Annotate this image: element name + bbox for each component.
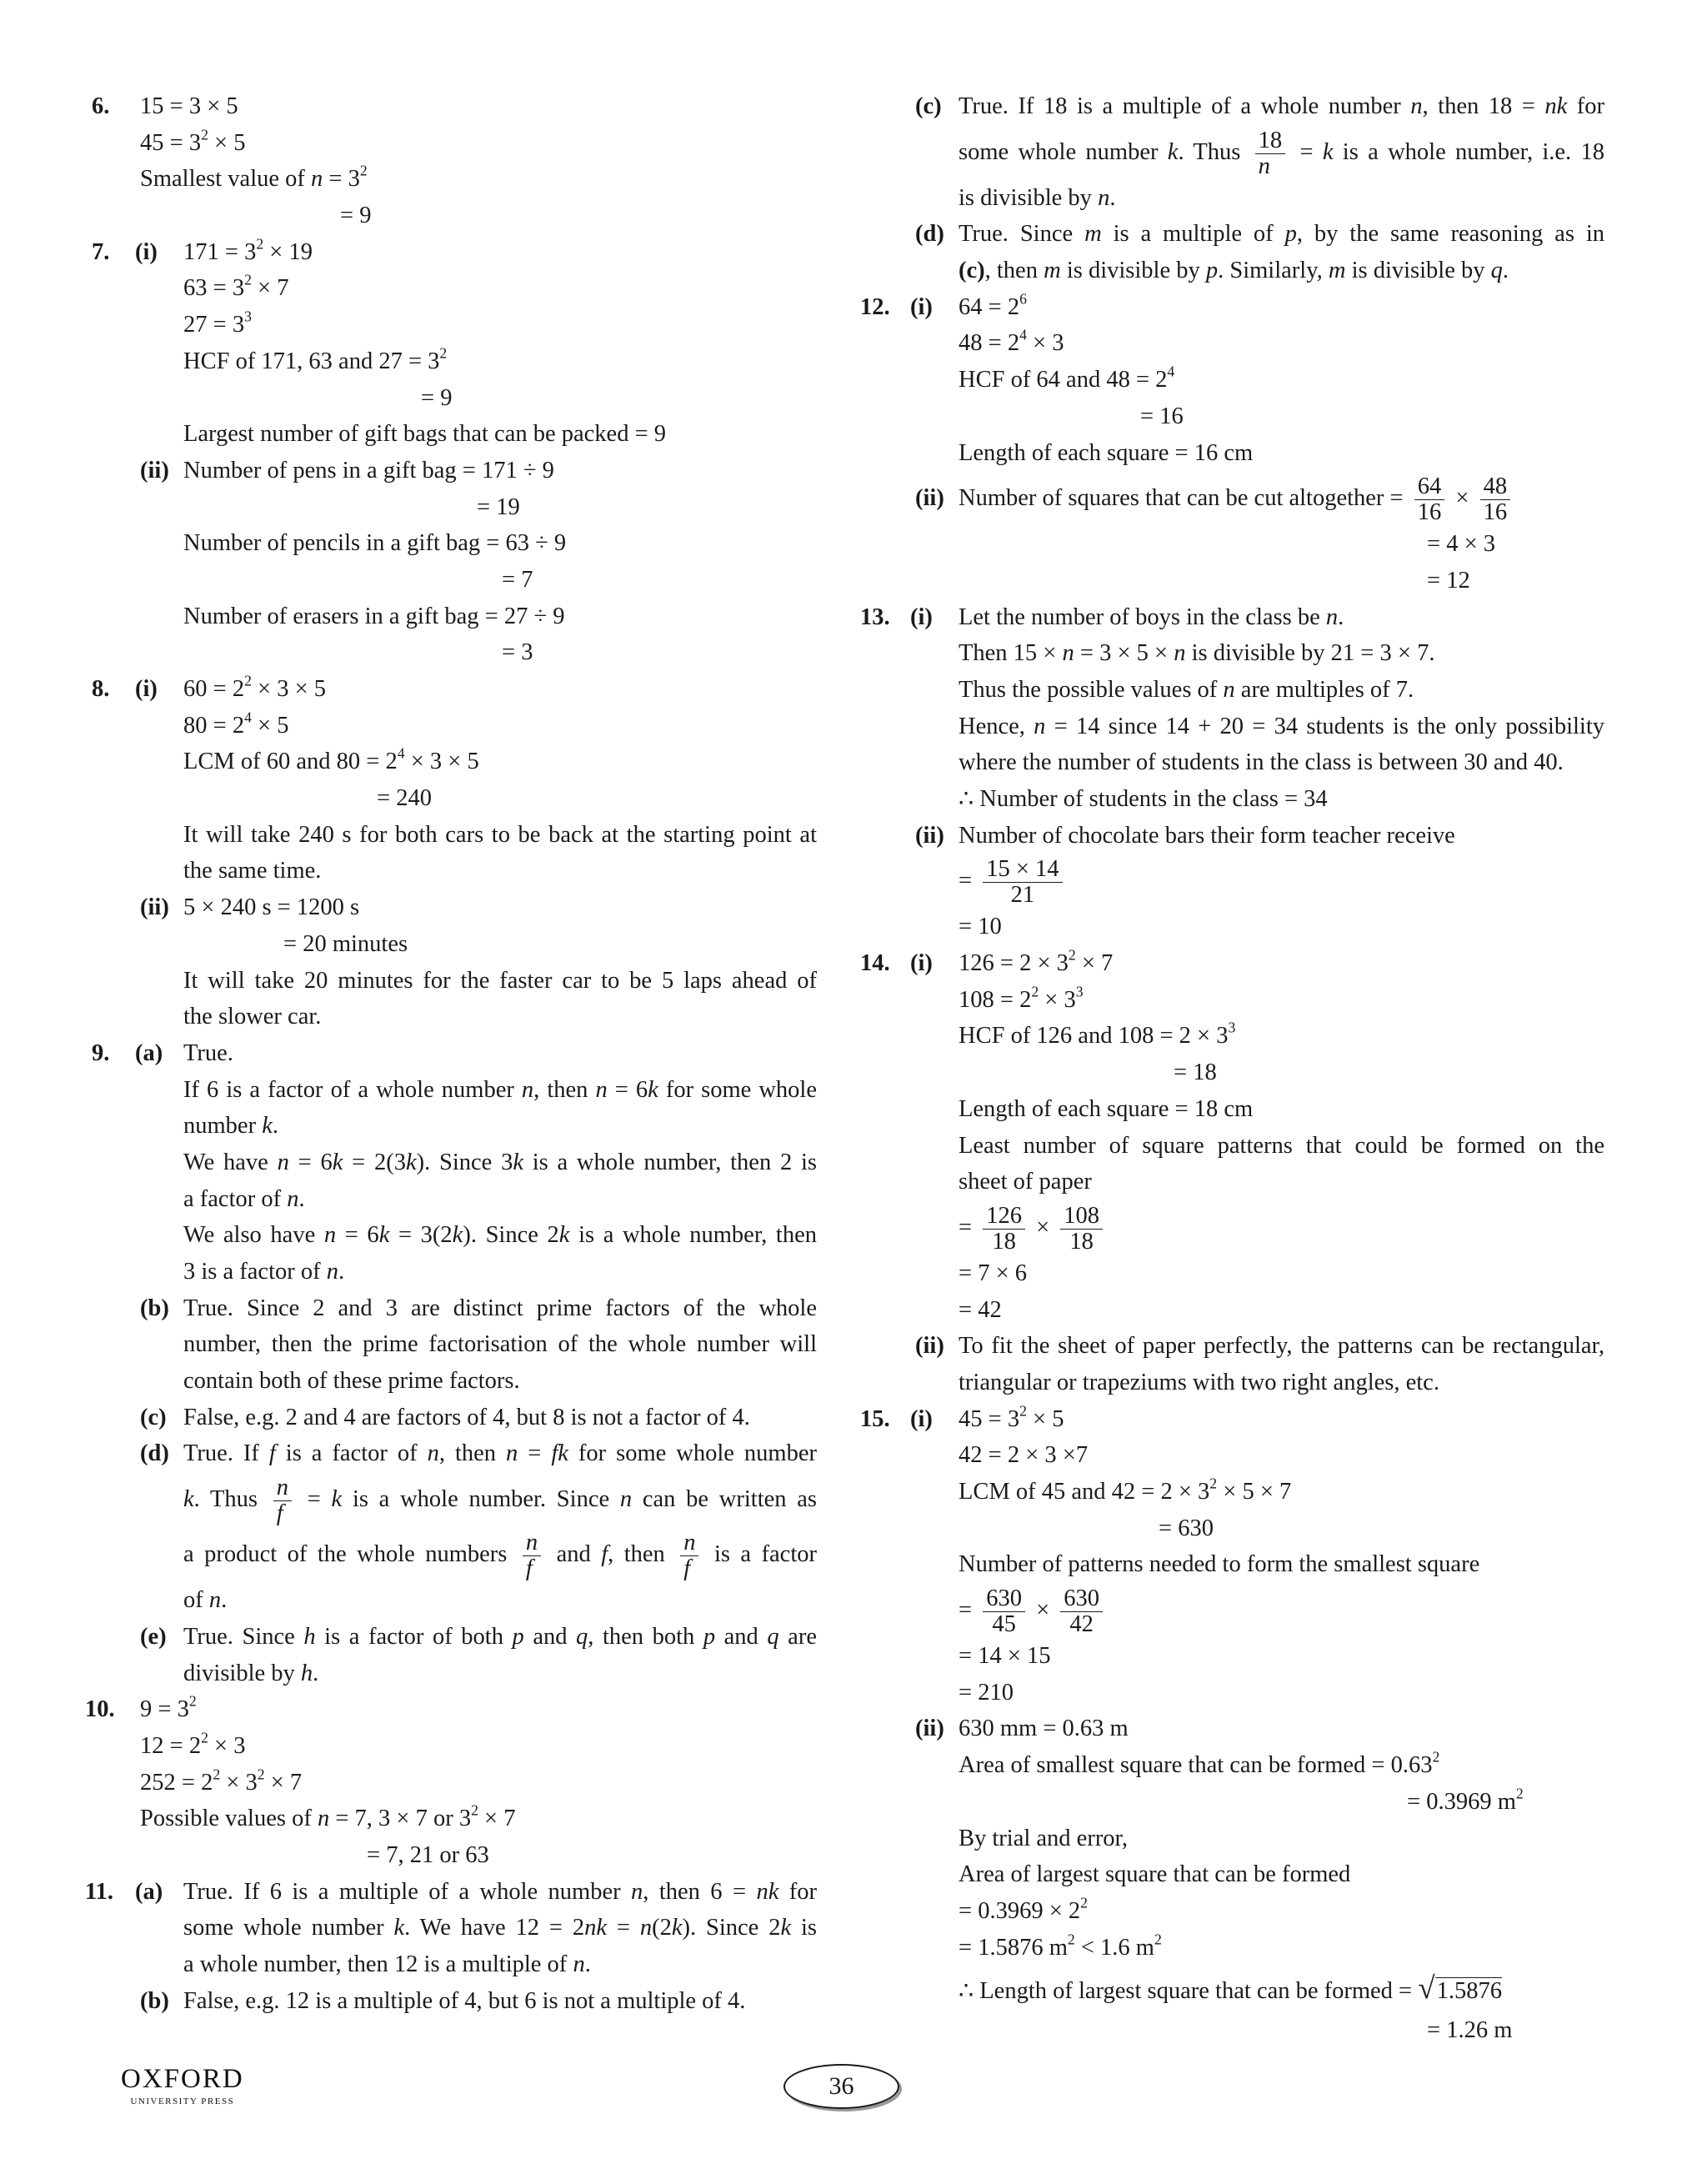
right-column: (c) True. If 18 is a multiple of a whole number n, then 18 = nk for some whole number k. Thus $\frac{18}{n}$ = k is a whole number, i.e. 18 is divisible by n. (d) True. Since m is a multiple of p, by the same reasoning as in (c), then m is divisible by p. Similarly, m is divisible by q. 12. (i) $64 = 2^6$ $48 = 2^4 \times 3$ HCF of 64 and $48 = 2^4$ = 16 Length of each square = 16 cm (ii) Number of squares that can be cut altogether = $\frac{64}{16}$ × $\frac{48}{16}$ = 4 × 3 = 12 13. (i) Let the number of boys in the class be n. Then 15 × n = 3 × 5 × n is divisible by 21 = 3 × 7. Thus the possible values of n are multiples of 7. Hence, n = 14 since 14 + 20 = 34 students is the only possibility where the number of students in the class is between 30 and 40. ∴ Number of students in the class = 34 (ii) Number of chocolate bars their form teacher receive = $\frac{15 \times 14}{21}$ = 10 14. (i) $126 = 2 \times 3^2 \times 7$ $108 = 2^2 \times 3^3$ HCF of 126 and $108 = 2 \times 3^3$ = 18 Length of each square = 18 cm Least number of square patterns that could be formed on the sheet of paper = $\frac{126}{18}$ × $\frac{108}{18}$ = 7 × 6 = 42 (ii) To fit the sheet of paper perfectly, the patterns can be rectangular, triangular or trapeziums with two right angles, etc. 15. (i) $45 = 3^2 \times 5$ 42 = 2 × 3 ×7 LCM of 45 and $42 = 2 \times 3^2 \times 5 \times 7$ = 630 Number of patterns needed to form the smallest square = $\frac{630}{45}$ × $\frac{630}{42}$ = 14 × 15 = 210 (ii) 630 mm = 0.63 m Area of smallest square that can be formed = $0.63^2$ = 0.3969 $m^2$ By trial and error, Area of largest square that can be formed = $0.3969 \times 2^2$ = 1.5876 $m^2 < 1.6$ $m^2$ ∴ Length of largest square that can be formed = √1.5876 = 1.26 m bbox=[867, 88, 1609, 2049]
answer-11: 11. (a) True. If 6 is a multiple of a whole number n, then 6 = nk for bbox=[85, 1878, 818, 1905]
publisher-name: OXFORD bbox=[121, 2064, 244, 2094]
answer-14: 14. (i) $126 = 2 \times 3^2 \times 7$ bbox=[860, 946, 1114, 977]
answer-6: 6. 15 = 3 × 5 bbox=[92, 93, 238, 119]
answer-7: 7. (i) $171 = 3^2 \times 19$ bbox=[92, 235, 313, 265]
answer-15: 15. (i) $45 = 3^2 \times 5$ bbox=[860, 1402, 1064, 1432]
answer-8: 8. (i) $60 = 2^2 \times 3 \times 5$ bbox=[92, 672, 327, 702]
page-number: 36 bbox=[783, 2064, 899, 2109]
oxford-logo bbox=[121, 2066, 244, 2106]
answer-12: 12. (i) $64 = 2^6$ bbox=[860, 290, 1027, 320]
publisher-subtitle: UNIVERSITY PRESS bbox=[130, 2096, 235, 2106]
answer-13: 13. (i) Let the number of boys in the class be n. bbox=[860, 604, 1344, 630]
answer-9: 9. (a) True. bbox=[92, 1039, 233, 1066]
answer-10: 10. $9 = 3^2$ bbox=[85, 1692, 197, 1723]
left-column: 6. 15 = 3 × 5 $45 = 3^2 \times 5$ Smallest value of $n = 3^2$ = 9 7. (i) $171 = 3^2 \times 19$ $63 = 3^2 \times 7$ $27 = 3^3$ HCF of 171, 63 and $27 = 3^2$ = 9 Largest number of gift bags that can be packed = 9 (ii) Number of pens in a gift bag = 171 ÷ 9 = 19 Number of pencils in a gift bag = 63 ÷ 9 = 7 Number of erasers in a gift bag = 27 ÷ 9 = 3 8. (i) $60 = 2^2 \times 3 \times 5$ $80 = 2^4 \times 5$ LCM of 60 and $80 = 2^4 \times 3 \times 5$ = 240 It will take 240 s for both cars to be back at the starting point at the same time. (ii) 5 × 240 s = 1200 s = 20 minutes It will take 20 minutes for the faster car to be 5 laps ahead of the slower car. 9. (a) True. If 6 is a factor of a whole number n, then n = 6k for some whole number k. We have n = 6k = 2(3k). Since 3k is a whole number, then 2 is a factor of n. We also have n = 6k = 3(2k). Since 2k is a whole number, then 3 is a factor of n. (b) True. Since 2 and 3 are distinct prime factors of the whole number, then the prime factorisation of the whole number will contain both of these prime factors. (c) False, e.g. 2 and 4 are factors of 4, but 8 is not a factor of 4. (d) True. If f is a factor of n, then n = fk for some whole number k. Thus $\frac{n}{f}$ = k is a whole number. Since n can be written as a product of the whole numbers $\frac{n}{f}$ and f, then $\frac{n}{f}$ is a factor of n. (e) True. Since h is a factor of both p and q, then both p and q are divisible by h. 10. $9 = 3^2$ $12 = 2^2 \times 3$ $252 = 2^2 \times 3^2 \times 7$ Possible values of n = 7, 3 × 7 or $3^2 \times 7$ = 7, 21 or 63 11. (a) True. If 6 is a multiple of a whole number n, then 6 = nk for some whole number k. We have 12 = 2nk = n(2k). Since 2k is a whole number, then 12 is a multiple of n. (b) False, e.g. 12 is a multiple of 4, but 6 is not a multiple of 4. bbox=[92, 88, 817, 2019]
